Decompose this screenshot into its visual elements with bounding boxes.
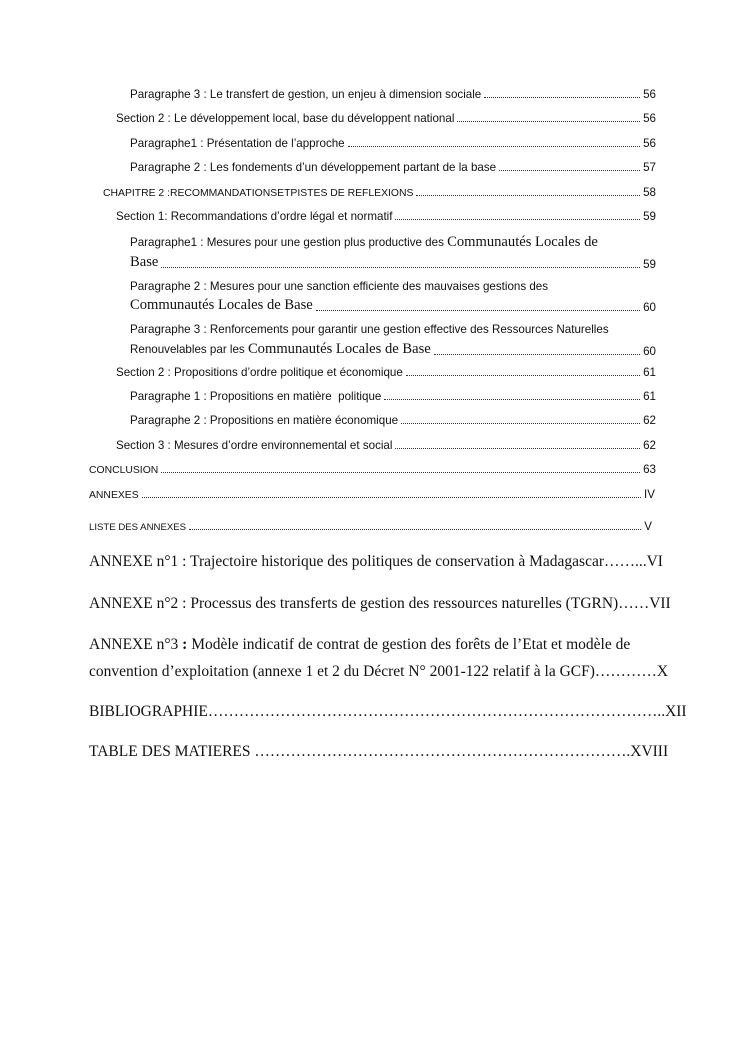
toc-entry-page: 62 xyxy=(643,414,656,427)
toc-entry[interactable] xyxy=(130,137,656,150)
toc-entry-title: Paragraphe 3 : Renforcements pour garantir une gestion effective des Ressources Naturelles xyxy=(130,323,609,336)
dot-leader xyxy=(416,186,640,196)
annex-entry[interactable] xyxy=(89,636,630,654)
toc-entry-title-serif: Communautés Locales de Base xyxy=(247,341,431,357)
toc-entry[interactable] xyxy=(89,488,655,501)
toc-entry[interactable] xyxy=(116,366,656,379)
dot-leader xyxy=(161,255,640,268)
toc-entry[interactable] xyxy=(103,186,656,199)
toc-entry-title: Communautés Locales de Base xyxy=(130,297,313,313)
dot-leader xyxy=(142,488,641,498)
toc-entry-page: 61 xyxy=(643,366,656,379)
toc-entry-title: LISTE DES ANNEXES xyxy=(89,522,187,533)
dot-leader xyxy=(401,414,640,424)
toc-entry-page: 58 xyxy=(643,186,656,199)
toc-entry-page: IV xyxy=(644,488,655,501)
toc-entry[interactable] xyxy=(130,254,656,271)
toc-entry-page: 60 xyxy=(643,301,656,314)
dot-leader xyxy=(434,342,640,355)
toc-entry-title: Paragraphe 3 : Le transfert de gestion, un enjeu à dimension sociale xyxy=(130,88,482,101)
dot-leader xyxy=(395,210,640,220)
toc-entry-first-line[interactable] xyxy=(130,234,598,251)
toc-entry[interactable] xyxy=(89,463,656,476)
toc-entry[interactable] xyxy=(116,210,656,223)
toc-entry-page: 59 xyxy=(643,258,656,271)
toc-entry-title: Paragraphe 2 : Propositions en matière économique xyxy=(130,414,399,427)
toc-entry-page: 56 xyxy=(643,112,656,125)
annex-entry[interactable]: ANNEXE n°1 : Trajectoire historique des politiques de conservation à Madagascar……...VI xyxy=(89,553,663,570)
dot-leader xyxy=(406,366,640,376)
toc-entry[interactable] xyxy=(130,297,656,314)
table-of-contents-entry[interactable]: TABLE DES MATIERES ……………………………………………………………….XVIII xyxy=(89,743,669,760)
dot-leader xyxy=(189,520,641,530)
toc-entry-title: Paragraphe1 : Présentation de l’approche xyxy=(130,137,345,150)
dot-leader xyxy=(457,112,640,122)
toc-entry-title: Paragraphe 1 : Propositions en matière politique xyxy=(130,390,382,403)
toc-entry-title: Section 1: Recommandations d’ordre légal et normatif xyxy=(116,210,393,223)
toc-entry-title: Section 2 : Le développement local, base du développent national xyxy=(116,112,455,125)
toc-entry-title: ANNEXES xyxy=(89,490,139,501)
toc-entry-title: Paragraphe1 : Mesures pour une gestion plus productive des xyxy=(130,236,448,249)
toc-entry-title: Paragraphe 2 : Les fondements d’un développement partant de la base xyxy=(130,161,497,174)
toc-entry[interactable] xyxy=(130,341,656,358)
toc-entry-title xyxy=(130,341,431,358)
toc-entry[interactable] xyxy=(130,161,656,174)
toc-entry-page: 60 xyxy=(643,345,656,358)
toc-entry-title: Paragraphe 2 : Mesures pour une sanction efficiente des mauvaises gestions des xyxy=(130,280,549,293)
dot-leader xyxy=(384,390,640,400)
dot-leader xyxy=(395,439,640,449)
toc-entry-page: 63 xyxy=(643,463,656,476)
toc-entry[interactable] xyxy=(89,520,652,533)
dot-leader xyxy=(316,298,640,311)
toc-entry-page: 56 xyxy=(643,137,656,150)
dot-leader xyxy=(348,137,640,147)
toc-entry-title: Section 3 : Mesures d’ordre environnemental et social xyxy=(116,439,393,452)
toc-entry-title: Base xyxy=(130,254,159,270)
toc-entry-title: CONCLUSION xyxy=(89,465,159,476)
toc-entry-page: 62 xyxy=(643,439,656,452)
toc-entry-page: V xyxy=(644,520,652,533)
annex-title-prefix: ANNEXE n°3 xyxy=(89,636,183,653)
toc-entry-title: Section 2 : Propositions d’ordre politique et économique xyxy=(116,366,403,379)
toc-entry[interactable] xyxy=(130,414,656,427)
toc-entry-title-part: Renouvelables par les xyxy=(130,343,248,356)
toc-entry-title: CHAPITRE 2 :RECOMMANDATIONSETPISTES DE REFLEXIONS xyxy=(103,188,414,199)
toc-entry[interactable] xyxy=(130,88,656,101)
toc-entry-first-line[interactable] xyxy=(130,280,548,293)
dot-leader xyxy=(161,463,640,473)
dot-leader xyxy=(484,88,640,98)
toc-entry-page: 57 xyxy=(643,161,656,174)
toc-entry[interactable] xyxy=(116,439,656,452)
toc-entry-first-line[interactable] xyxy=(130,323,609,336)
annex-title-rest: Modèle indicatif de contrat de gestion des forêts de l’Etat et modèle de xyxy=(187,636,631,653)
annex-entry[interactable]: ANNEXE n°2 : Processus des transferts de gestion des ressources naturelles (TGRN)……VII xyxy=(89,595,671,612)
toc-entry-page: 59 xyxy=(643,210,656,223)
dot-leader xyxy=(499,161,640,171)
bibliography-entry[interactable]: BIBLIOGRAPHIE……………………………………………………………………………..XII xyxy=(89,703,687,720)
toc-entry-page: 61 xyxy=(643,390,656,403)
annex-entry-continued: convention d’exploitation (annexe 1 et 2 du Décret N° 2001-122 relatif à la GCF)…………X xyxy=(89,663,669,680)
annex-title-colon: : xyxy=(182,636,188,653)
toc-entry[interactable] xyxy=(116,112,656,125)
toc-entry-title-serif: Communautés Locales de xyxy=(447,234,598,250)
toc-entry[interactable] xyxy=(130,390,656,403)
toc-entry-page: 56 xyxy=(643,88,656,101)
